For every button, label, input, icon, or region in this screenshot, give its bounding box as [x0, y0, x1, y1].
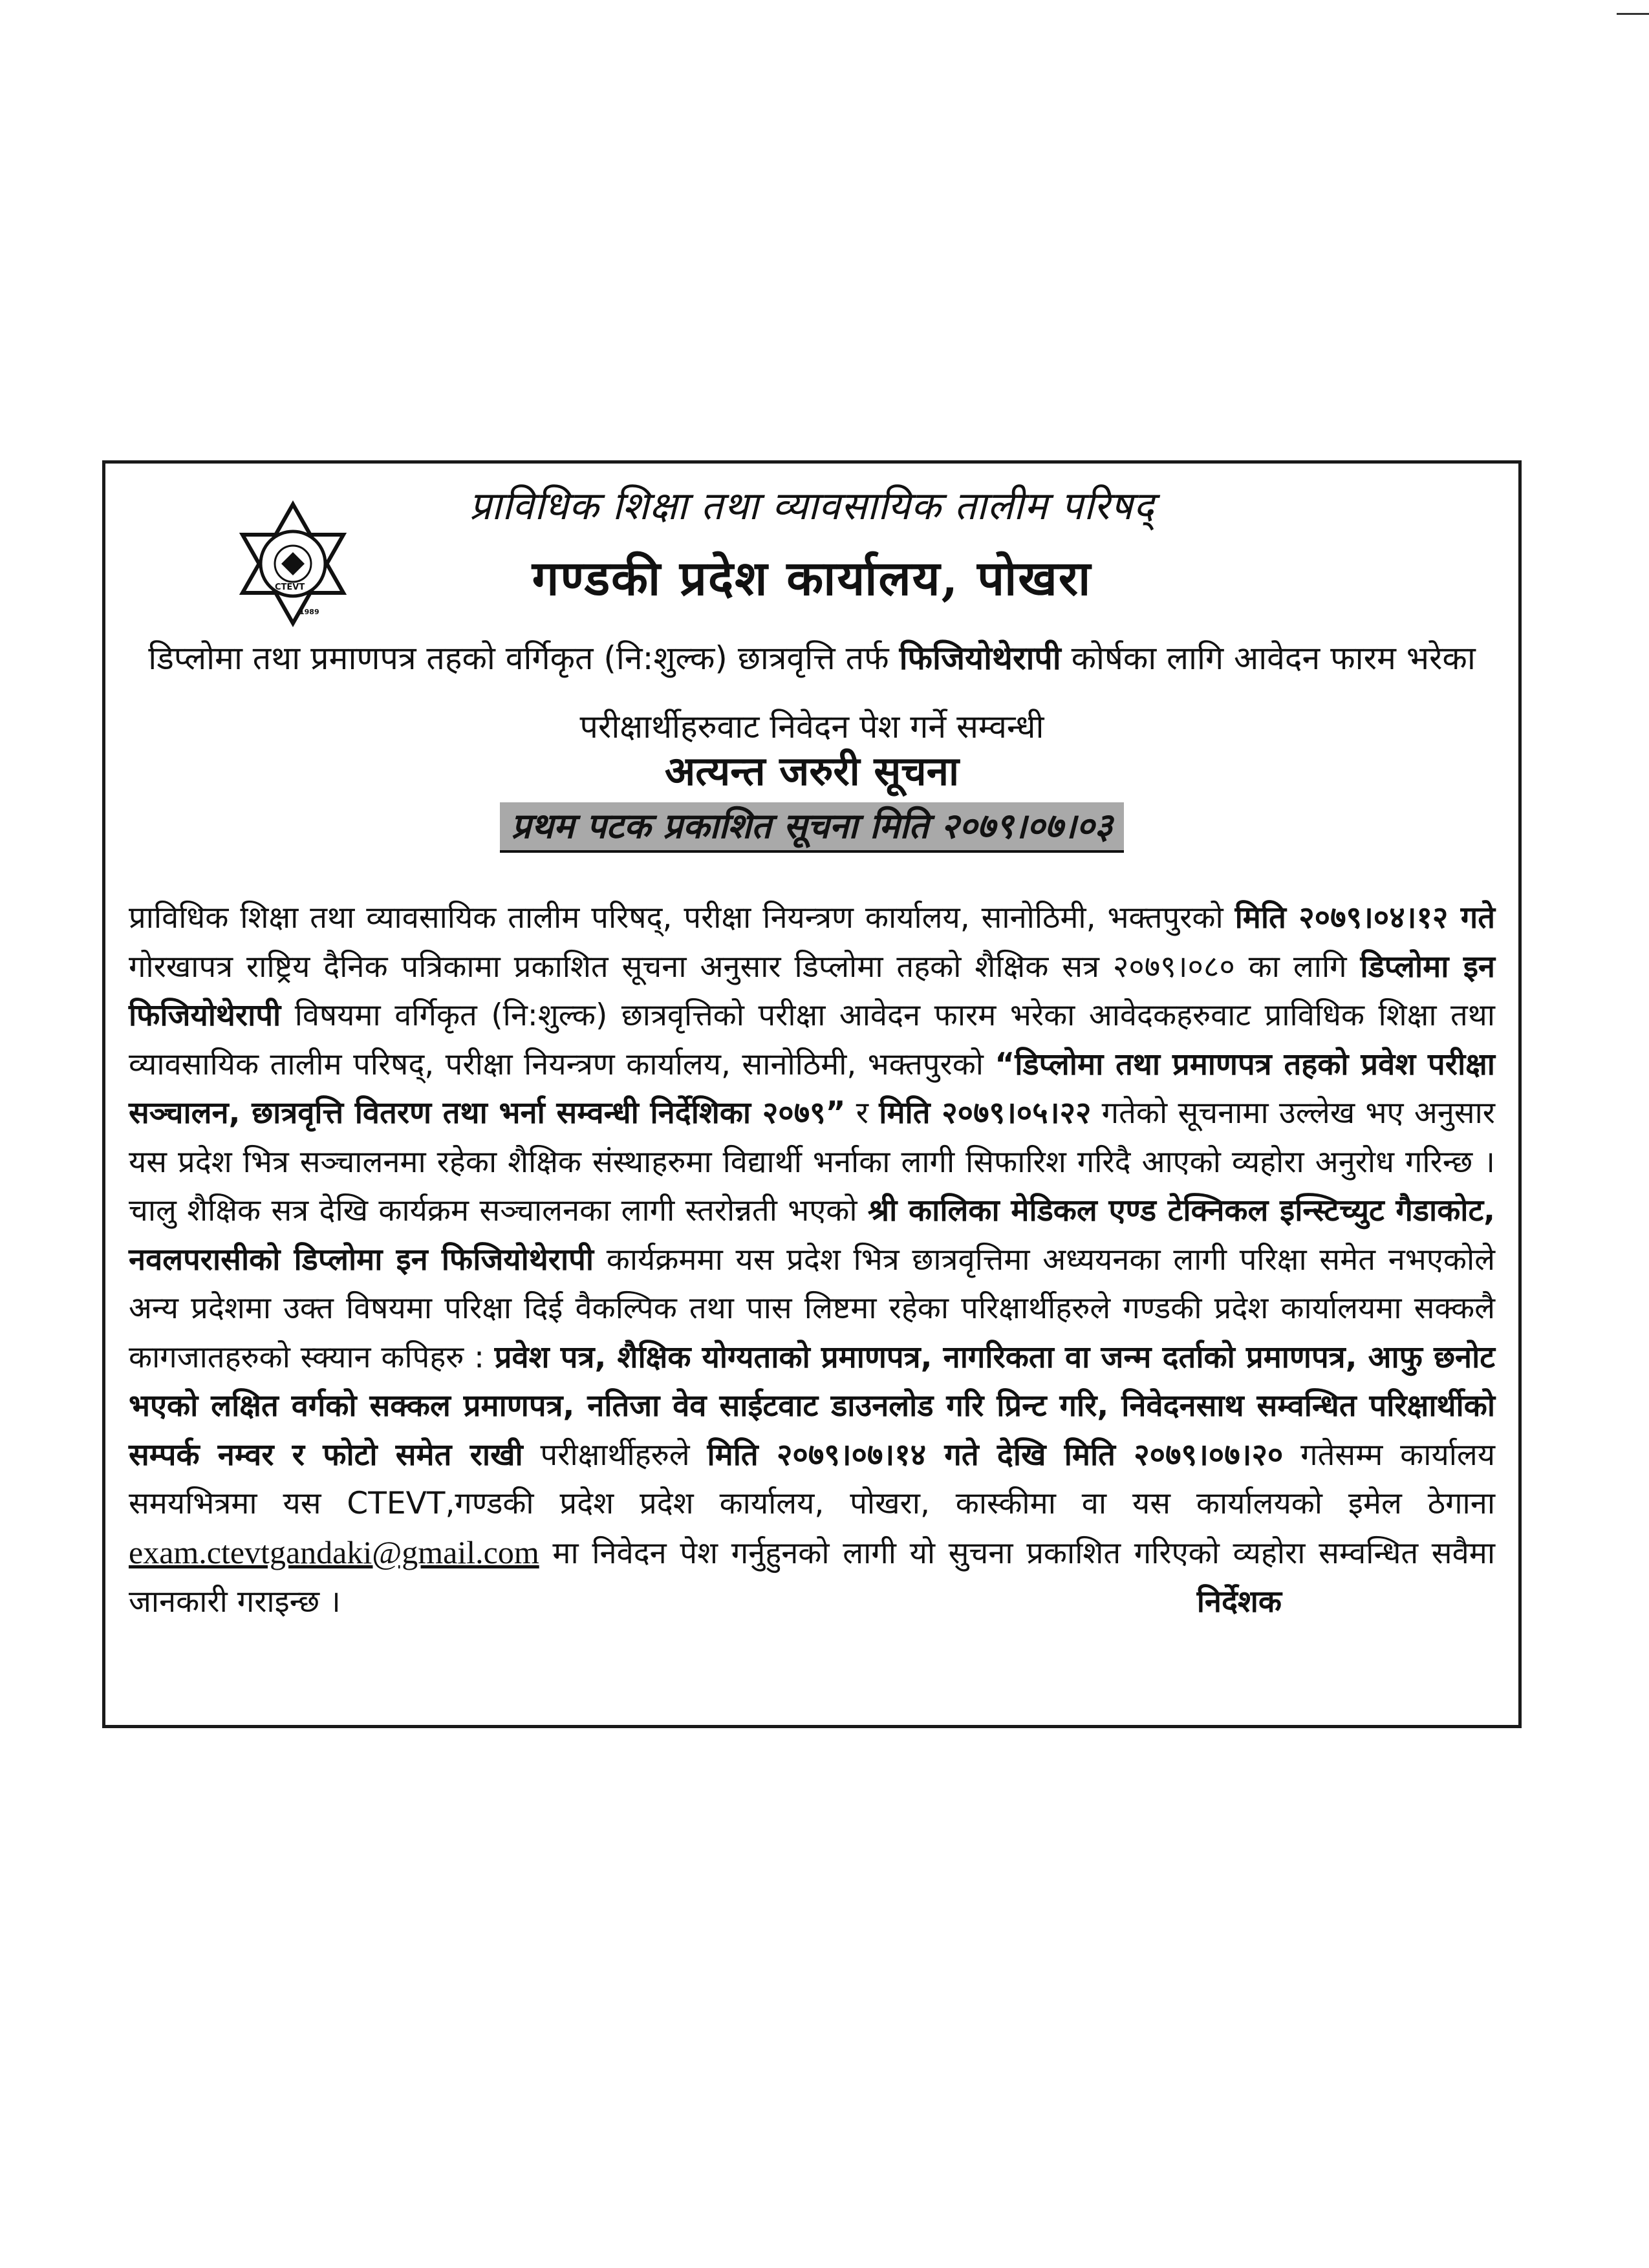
office-name: गण्डकी प्रदेश कार्यालय, पोखरा: [532, 551, 1092, 606]
body-segment: गतेको सूचनामा उल्लेख भए अनुसार यस प्रदेश भित्र सञ्चालनमा रहेका शैक्षिक संस्थाहरुमा विद्यार्थी भर्नाका लागी सिफारिश गरिदै आएको व्यहोरा अनुरोध गरिन्छ । चालु शैक्षिक सत्र देखि कार्यक्रम सञ्चालनका लागी स्तरोन्नती भएको: [129, 1095, 1495, 1228]
body-bold-segment: प्रवेश पत्र, शैक्षिक योग्यताको प्रमाणपत्र, नागरिकता वा जन्म दर्ताको प्रमाणपत्र, आफु छनोट भएको लक्षित वर्गको सक्कल प्रमाणपत्र, नतिजा वेव साईटवाट डाउनलोड गरि प्रिन्ट गरि, निवेदनसाथ सम्वन्धित परिक्षार्थीको सम्पर्क नम्वर र फोटो समेत राखी: [129, 1339, 1495, 1473]
subject-part-1: डिप्लोमा तथा प्रमाणपत्र तहको वर्गिकृत (नि:शुल्क) छात्रवृत्ति तर्फ: [148, 639, 900, 677]
notice-body: [129, 893, 1495, 1627]
logo-text: CTEVT: [275, 583, 305, 592]
subject-part-2: कोर्षका लागि आवेदन फारम भरेका परीक्षार्थीहरुवाट निवेदन पेश गर्ने सम्वन्धी: [579, 639, 1476, 745]
body-segment: मा निवेदन पेश गर्नुहुनको लागी यो सुचना प्रकाशित गरिएको व्यहोरा सम्वन्धित सवैमा जानकारी गराइन्छ ।: [129, 1535, 1495, 1620]
body-segment: विषयमा वर्गिकृत (नि:शुल्क) छात्रवृत्तिको परीक्षा आवेदन फारम भरेका आवेदकहरुवाट प्राविधिक शिक्षा तथा व्यावसायिक तालीम परिषद्, परीक्षा नियन्त्रण कार्यालय, सानोठिमी, भक्तपुरको: [129, 998, 1495, 1082]
signature-director: निर्देशक: [1196, 1584, 1282, 1620]
body-segment: गतेसम्म कार्यालय समयभित्रमा यस CTEVT,गण्डकी प्रदेश प्रदेश कार्यालय, पोखरा, कास्कीमा वा यस कार्यालयको इमेल ठेगाना: [129, 1437, 1496, 1521]
body-bold-segment: मिति २०७९।०७।१४ गते देखि मिति २०७९।०७।२०: [707, 1437, 1284, 1473]
notice-box: [102, 460, 1522, 1728]
body-segment: र: [845, 1095, 879, 1131]
urgent-notice-title: अत्यन्त जरुरी सूचना: [664, 747, 960, 795]
first-published-wrapper: [105, 802, 1518, 853]
organization-name: प्राविधिक शिक्षा तथा व्यावसायिक तालीम परिषद्: [469, 484, 1155, 529]
body-bold-segment: मिति २०७९।०४।१२ गते: [1234, 900, 1495, 936]
body-segment: गोरखापत्र राष्ट्रिय दैनिक पत्रिकामा प्रकाशित सूचना अनुसार डिप्लोमा तहको शैक्षिक सत्र २०७९।०८० का लागि: [129, 948, 1361, 985]
body-segment: परीक्षार्थीहरुले: [523, 1437, 707, 1473]
subject-course: फिजियोथेरापी: [899, 639, 1061, 677]
first-published-date: प्रथम पटक प्रकाशित सूचना मिति २०७९।०७।०३: [500, 802, 1125, 853]
notice-subject: [131, 624, 1493, 761]
body-bold-segment: “डिप्लोमा तथा प्रमाणपत्र तहको प्रवेश परीक्षा सञ्चालन, छात्रवृत्ति वितरण तथा भर्ना सम्वन्धी निर्देशिका २०७९”: [129, 1046, 1495, 1131]
logo-year: 1989: [299, 608, 319, 616]
body-segment: कार्यक्रममा यस प्रदेश भित्र छात्रवृत्तिमा अध्ययनका लागी परिक्षा समेत नभएकोले अन्य प्रदेशमा उक्त विषयमा परिक्षा दिई वैकल्पिक तथा पास लिष्टमा रहेका परिक्षार्थीहरुले गण्डकी प्रदेश कार्यालयमा सक्कलै कागजातहरुको स्क्यान कपिहरु :: [129, 1241, 1495, 1375]
body-segment: प्राविधिक शिक्षा तथा व्यावसायिक तालीम परिषद्, परीक्षा नियन्त्रण कार्यालय, सानोठिमी, भक्तपुरको: [129, 900, 1235, 936]
body-bold-segment: श्री कालिका मेडिकल एण्ड टेक्निकल इन्स्टिच्युट गैडाकोट, नवलपरासीको डिप्लोमा इन फिजियोथेरापी: [129, 1193, 1496, 1278]
email-link[interactable]: exam.ctevtgandaki@gmail.com: [129, 1534, 539, 1570]
page-corner-mark: [1617, 13, 1649, 15]
body-bold-segment: डिप्लोमा इन फिजियोथेरापी: [129, 948, 1495, 1033]
body-bold-segment: मिति २०७९।०५।२२: [879, 1095, 1092, 1131]
